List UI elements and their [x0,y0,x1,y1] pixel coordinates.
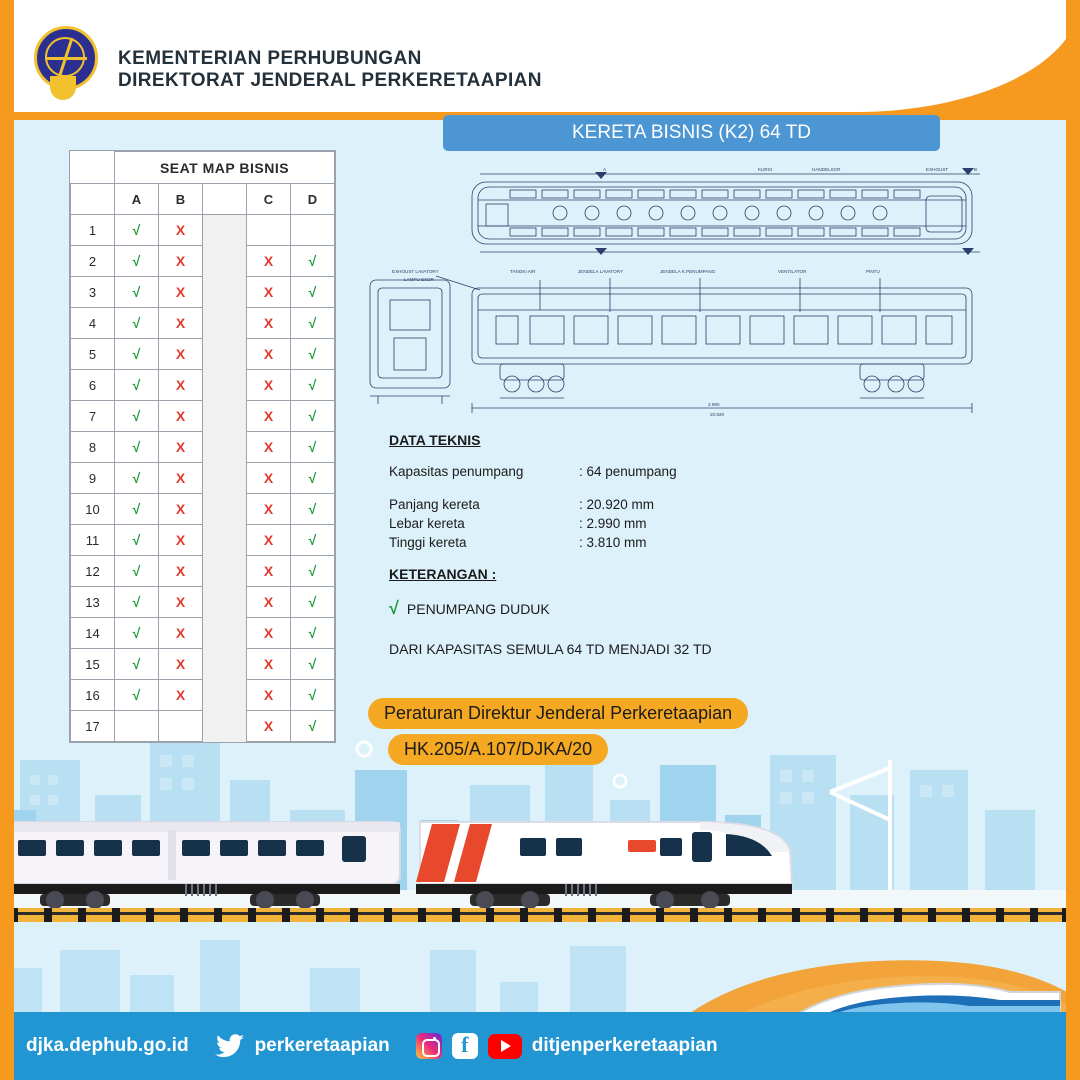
twitter-icon[interactable] [215,1033,245,1059]
tagline: Taat, Waspada, Selamat [875,20,1050,37]
data-teknis-row [389,497,677,512]
svg-text:JENDELA LAVATORY: JENDELA LAVATORY [578,269,624,274]
seat-cell-b-8: X [159,432,203,463]
website-link[interactable]: djka.dephub.go.id [26,1035,189,1056]
seat-cell-a-8: √ [115,432,159,463]
seat-col-header-blank [71,184,115,215]
seat-row [71,246,335,277]
seat-cell-b-12: X [159,556,203,587]
seat-cell-b-7: X [159,401,203,432]
seat-cell-d-14: √ [291,618,335,649]
seat-cell-b-17 [159,711,203,742]
seat-cell-d-1 [291,215,335,246]
seat-aisle-gap [203,339,247,370]
svg-text:KURSI: KURSI [758,167,773,172]
seat-row-number: 3 [71,277,115,308]
frame-right [1066,0,1080,1080]
globe-icon [45,37,85,77]
seat-cell-a-3: √ [115,277,159,308]
seat-aisle-gap [203,246,247,277]
seat-cell-c-12: X [247,556,291,587]
seat-aisle-gap [203,432,247,463]
seat-aisle-gap [203,618,247,649]
seat-row [71,494,335,525]
seat-cell-a-14: √ [115,618,159,649]
seat-aisle-gap [203,649,247,680]
check-icon: √ [389,598,399,618]
seat-cell-d-9: √ [291,463,335,494]
seat-row-number: 7 [71,401,115,432]
seat-col-header-d: D [291,184,335,215]
seat-row [71,370,335,401]
spacer [389,483,677,497]
ministry-name: KEMENTERIAN PERHUBUNGAN [118,48,422,69]
seat-cell-c-11: X [247,525,291,556]
seat-cell-a-13: √ [115,587,159,618]
seat-col-header-b: B [159,184,203,215]
seat-cell-b-10: X [159,494,203,525]
svg-text:JENDELA K.PENUMPANG: JENDELA K.PENUMPANG [660,269,716,274]
seat-row-number: 4 [71,308,115,339]
data-teknis-value: : 64 penumpang [579,464,677,479]
seat-cell-d-3: √ [291,277,335,308]
seat-cell-b-14: X [159,618,203,649]
seat-cell-c-2: X [247,246,291,277]
seat-cell-c-5: X [247,339,291,370]
svg-text:VENTILATOR: VENTILATOR [778,269,807,274]
seat-cell-c-3: X [247,277,291,308]
social-handle[interactable]: ditjenperkeretaapian [531,1035,718,1056]
seat-row [71,463,335,494]
seat-row-number: 6 [71,370,115,401]
seat-cell-c-6: X [247,370,291,401]
seat-row-number: 17 [71,711,115,742]
instagram-icon[interactable] [416,1033,442,1059]
data-teknis-label: Panjang kereta [389,497,480,512]
seat-aisle-gap [203,556,247,587]
seat-row-number: 1 [71,215,115,246]
svg-text:HANDELSCR: HANDELSCR [812,167,841,172]
seat-cell-d-6: √ [291,370,335,401]
seat-aisle-gap [203,277,247,308]
seat-row-number: 8 [71,432,115,463]
seat-map-table [69,150,336,743]
seat-cell-b-4: X [159,308,203,339]
seat-row [71,711,335,742]
seat-cell-c-15: X [247,649,291,680]
youtube-icon[interactable] [488,1034,522,1059]
seat-cell-a-9: √ [115,463,159,494]
seat-aisle-gap [203,711,247,742]
keterangan-note: DARI KAPASITAS SEMULA 64 TD MENJADI 32 TD [389,641,712,657]
peraturan-line-2: HK.205/A.107/DJKA/20 [388,734,608,765]
seat-row [71,277,335,308]
seat-cell-d-2: √ [291,246,335,277]
keterangan-legend-row [389,598,712,619]
seat-cell-b-2: X [159,246,203,277]
seat-aisle-gap [203,463,247,494]
seat-row [71,680,335,711]
data-teknis-value: : 2.990 mm [579,516,647,531]
seat-col-header-gap [203,184,247,215]
seat-row [71,556,335,587]
directorate-name: DIREKTORAT JENDERAL PERKERETAAPIAN [118,70,542,91]
seat-cell-c-13: X [247,587,291,618]
seat-row [71,587,335,618]
seat-aisle-gap [203,680,247,711]
seat-cell-c-4: X [247,308,291,339]
seat-cell-a-16: √ [115,680,159,711]
svg-text:LAMPU EXDR: LAMPU EXDR [404,277,434,282]
seat-row-number: 14 [71,618,115,649]
svg-text:A: A [603,167,607,172]
seat-cell-d-12: √ [291,556,335,587]
seat-cell-c-14: X [247,618,291,649]
data-teknis-label: Kapasitas penumpang [389,464,524,479]
seat-cell-c-17: X [247,711,291,742]
facebook-icon[interactable]: f [452,1033,478,1059]
data-teknis-row [389,535,677,550]
seat-cell-d-15: √ [291,649,335,680]
seat-aisle-gap [203,494,247,525]
seat-aisle-gap [203,370,247,401]
seat-row-number: 9 [71,463,115,494]
seat-cell-c-16: X [247,680,291,711]
seat-row [71,649,335,680]
seat-cell-d-5: √ [291,339,335,370]
data-teknis-value: : 3.810 mm [579,535,647,550]
peraturan-line-1: Peraturan Direktur Jenderal Perkeretaapian [368,698,748,729]
seat-cell-a-10: √ [115,494,159,525]
data-teknis-label: Lebar kereta [389,516,465,531]
seat-row-number: 10 [71,494,115,525]
svg-text:PINTU: PINTU [866,269,880,274]
data-teknis-heading: DATA TEKNIS [389,432,481,448]
seat-row [71,215,335,246]
seat-cell-d-7: √ [291,401,335,432]
data-teknis-row [389,516,677,531]
seat-cell-a-17 [115,711,159,742]
seat-row [71,401,335,432]
seat-cell-c-7: X [247,401,291,432]
seat-row [71,308,335,339]
seat-cell-a-2: √ [115,246,159,277]
seat-cell-b-9: X [159,463,203,494]
seat-cell-b-16: X [159,680,203,711]
keterangan-heading: KETERANGAN : [389,566,497,582]
seat-aisle-gap [203,401,247,432]
seat-aisle-gap [203,215,247,246]
svg-text:TANGKI AIR: TANGKI AIR [510,269,536,274]
seat-row-number: 15 [71,649,115,680]
seat-row [71,339,335,370]
seat-row-number: 12 [71,556,115,587]
seat-cell-b-15: X [159,649,203,680]
seat-row-number: 13 [71,587,115,618]
seat-cell-a-7: √ [115,401,159,432]
seat-cell-b-5: X [159,339,203,370]
seat-cell-a-15: √ [115,649,159,680]
data-teknis-row [389,464,677,479]
technical-drawing [360,160,985,425]
seat-cell-c-8: X [247,432,291,463]
svg-text:B: B [974,167,978,172]
seat-map-title: SEAT MAP BISNIS [115,152,335,184]
seat-row-number: 5 [71,339,115,370]
keterangan-legend-text: PENUMPANG DUDUK [406,600,550,617]
svg-text:EXHOUST LAVATORY: EXHOUST LAVATORY [392,269,439,274]
keterangan-section [389,566,712,657]
seat-cell-c-1 [247,215,291,246]
seat-cell-d-4: √ [291,308,335,339]
seat-cell-a-4: √ [115,308,159,339]
seat-cell-c-9: X [247,463,291,494]
seat-aisle-gap [203,308,247,339]
seat-cell-b-6: X [159,370,203,401]
seat-cell-a-1: √ [115,215,159,246]
svg-text:2.990: 2.990 [708,402,720,407]
frame-left [0,0,14,1080]
svg-text:20.920: 20.920 [710,412,725,417]
seat-cell-b-1: X [159,215,203,246]
seat-col-header-a: A [115,184,159,215]
seat-cell-a-6: √ [115,370,159,401]
seat-cell-b-13: X [159,587,203,618]
seat-cell-a-12: √ [115,556,159,587]
data-teknis-label: Tinggi kereta [389,535,467,550]
twitter-handle[interactable]: perkeretaapian [254,1035,390,1056]
seat-cell-d-11: √ [291,525,335,556]
seat-aisle-gap [203,525,247,556]
seat-row [71,525,335,556]
seat-row [71,618,335,649]
seat-row [71,432,335,463]
seat-cell-b-11: X [159,525,203,556]
seat-cell-a-5: √ [115,339,159,370]
seat-cell-d-8: √ [291,432,335,463]
header-titles [118,48,542,92]
seat-cell-d-17: √ [291,711,335,742]
data-teknis-section [389,432,677,554]
footer-bar [0,1012,1080,1080]
seat-col-header-c: C [247,184,291,215]
seat-row-number: 2 [71,246,115,277]
seat-cell-a-11: √ [115,525,159,556]
data-teknis-value: : 20.920 mm [579,497,655,512]
seat-row-number: 16 [71,680,115,711]
svg-text:EXHOUST: EXHOUST [926,167,949,172]
seat-row-number: 11 [71,525,115,556]
title-banner: KERETA BISNIS (K2) 64 TD [443,115,940,151]
seat-cell-c-10: X [247,494,291,525]
seat-cell-d-16: √ [291,680,335,711]
seat-cell-b-3: X [159,277,203,308]
peraturan-block [368,698,748,765]
seat-cell-d-13: √ [291,587,335,618]
seat-aisle-gap [203,587,247,618]
seat-cell-d-10: √ [291,494,335,525]
ministry-logo [32,26,100,94]
